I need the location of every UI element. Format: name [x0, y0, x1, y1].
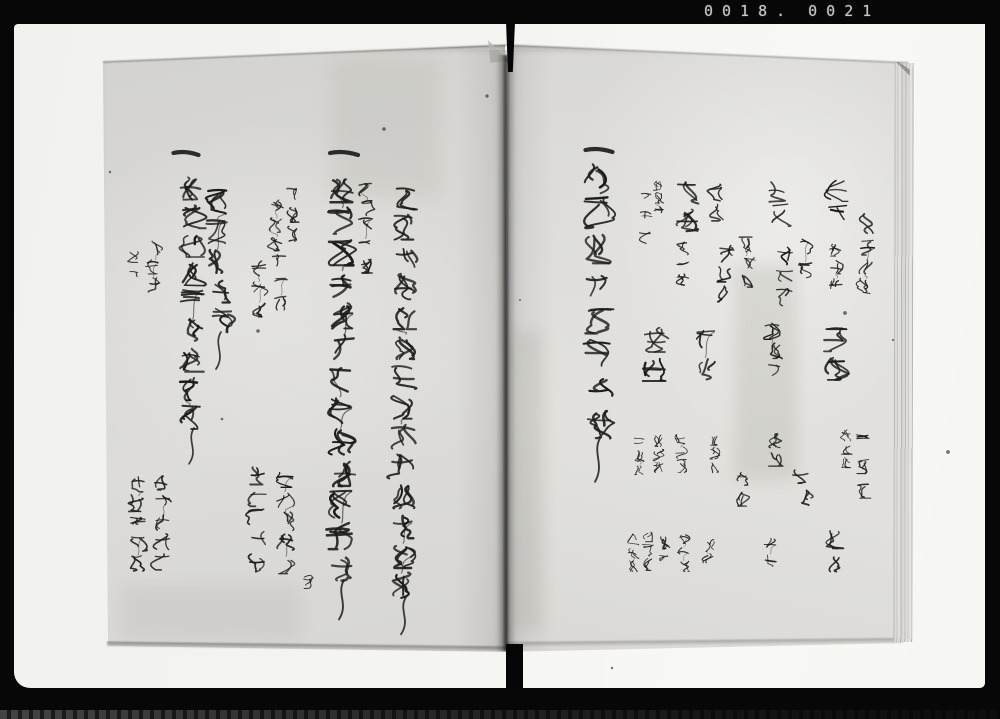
page-stain: [735, 265, 797, 480]
frame-number-right: 0021: [808, 2, 881, 20]
page-stain: [512, 330, 542, 630]
page-stain: [120, 585, 300, 640]
frame-number-left: 0018.: [704, 2, 795, 20]
film-edge-strip: [0, 710, 1000, 719]
manuscript-right-page: [505, 45, 915, 653]
page-stain: [330, 58, 440, 198]
manuscript-left-page: [103, 45, 508, 653]
film-frame-counter: [704, 2, 894, 20]
